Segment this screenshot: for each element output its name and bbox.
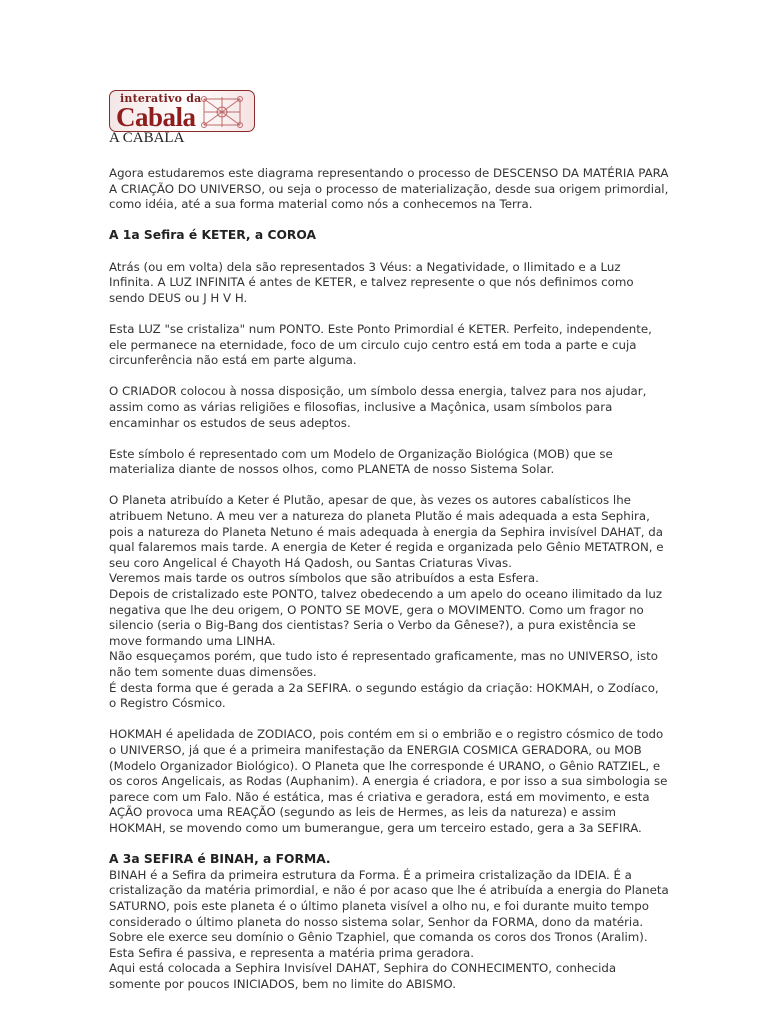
paragraph: Não esqueçamos porém, que tudo isto é representado graficamente, mas no UNIVERSO, isto não tem somente duas dimensões. bbox=[109, 649, 659, 679]
paragraph: Aqui está colocada a Sephira Invisível DAHAT, Sephira do CONHECIMENTO, conhecida somente por poucos INICIADOS, bem no limite do ABISMO. bbox=[109, 961, 617, 991]
paragraph: Depois de cristalizado este PONTO, talvez obedecendo a um apelo do oceano ilimitado da luz negativa que lhe deu origem, O PONTO SE MOVE, gera o MOVIMENTO. Como um fragor no silencio (seria o Big-Bang dos cientistas? Seria o Verbo da Gênese?), a pura existência se move formando uma LINHA. bbox=[109, 587, 663, 648]
paragraph: Esta Sefira é passiva, e representa a matéria prima geradora. bbox=[109, 945, 475, 960]
paragraph: Este símbolo é representado com um Modelo de Organização Biológica (MOB) que se materializa diante de nossos olhos, como PLANETA de nosso Sistema Solar. bbox=[109, 446, 613, 477]
paragraph: HOKMAH é apelidada de ZODIACO, pois contém em si o embrião e o registro cósmico de todo o UNIVERSO, já que é a primeira manifestação da ENERGIA COSMICA GERADORA, ou MOB (Modelo Organizador Biológico). O Planeta que lhe corresponde é URANO, o Gênio RATZIEL, e os coros Angelicais, as Rodas (Auphanim). A energia é criadora, e por isso a sua simbologia se parece com um Falo. Não é estática, mas é criativa e geradora, está em movimento, e esta AÇÃO provoca uma REAÇÃO (segundo as leis de Hermes, as leis da natureza) e assim HOKMAH, se movendo como um bumerangue, gera um terceiro estado, gera a 3a SEFIRA. bbox=[109, 727, 668, 835]
paragraph: O Planeta atribuído a Keter é Plutão, apesar de que, às vezes os autores cabalísticos lhe atribuem Netuno. A meu ver a natureza do planeta Plutão é mais adequada a esta Sephira, pois a natureza do Planeta Netuno é mais adequada à energia da Sephira invisível DAHAT, da qual falaremos mais tarde. A energia de Keter é regida e organizada pelo Gênio METATRON, e seu coro Angelical é Chayoth Há Qadosh, ou Santas Criaturas Vivas. bbox=[109, 493, 664, 570]
tree-of-life-icon bbox=[194, 95, 250, 129]
section-heading-keter: A 1a Sefira é KETER, a COROA bbox=[109, 228, 317, 243]
article-body bbox=[109, 166, 669, 992]
paragraph: Agora estudaremos este diagrama representando o processo de DESCENSO DA MATÉRIA PARA A CRIAÇÃO DO UNIVERSO, ou seja o processo de materialização, desde sua origem primordial, como idéia, até a sua forma material como nós a conhecemos na Terra. bbox=[109, 166, 669, 212]
section-heading-binah: A 3a SEFIRA é BINAH, a FORMA. bbox=[109, 852, 331, 867]
paragraph: Esta LUZ "se cristaliza" num PONTO. Este Ponto Primordial é KETER. Perfeito, independente, ele permanece na eternidade, foco de um circulo cujo centro está em toda a parte e cuja circunferência não está em parte alguma. bbox=[109, 321, 652, 368]
logo-top-text: interativo da bbox=[120, 92, 202, 105]
paragraph: Atrás (ou em volta) dela são representados 3 Véus: a Negatividade, o Ilimitado e a Luz Infinita. A LUZ INFINITA é antes de KETER, e talvez represente o que nós definimos como sendo DEUS ou J H V H. bbox=[109, 259, 634, 305]
paragraph: BINAH é a Sefira da primeira estrutura da Forma. É a primeira cristalização da IDEIA. É a cristalização da matéria primordial, e não é por acaso que lhe é atribuída a energia do Planeta SATURNO, pois este planeta é o último planeta visível a olho nu, e foi durante muito tempo considerado o último planeta do nosso sistema solar, Senhor da FORMA, dono da matéria. Sobre ele exerce seu domínio o Gênio Tzaphiel, que comanda os coros dos Tronos (Aralim). bbox=[109, 867, 669, 945]
paragraph: O CRIADOR colocou à nossa disposição, um símbolo dessa energia, talvez para nos ajudar, assim como as várias religiões e filosofias, inclusive a Maçônica, usam símbolos para encaminhar os estudos de seus adeptos. bbox=[109, 384, 647, 430]
document-title: A CABALA bbox=[109, 130, 185, 146]
paragraph: É desta forma que é gerada a 2a SEFIRA. o segundo estágio da criação: HOKMAH, o Zodíaco, o Registro Cósmico. bbox=[109, 680, 659, 711]
logo bbox=[109, 90, 255, 132]
logo-main-text: Cabala bbox=[116, 102, 196, 132]
paragraph: Veremos mais tarde os outros símbolos que são atribuídos a esta Esfera. bbox=[109, 571, 539, 586]
